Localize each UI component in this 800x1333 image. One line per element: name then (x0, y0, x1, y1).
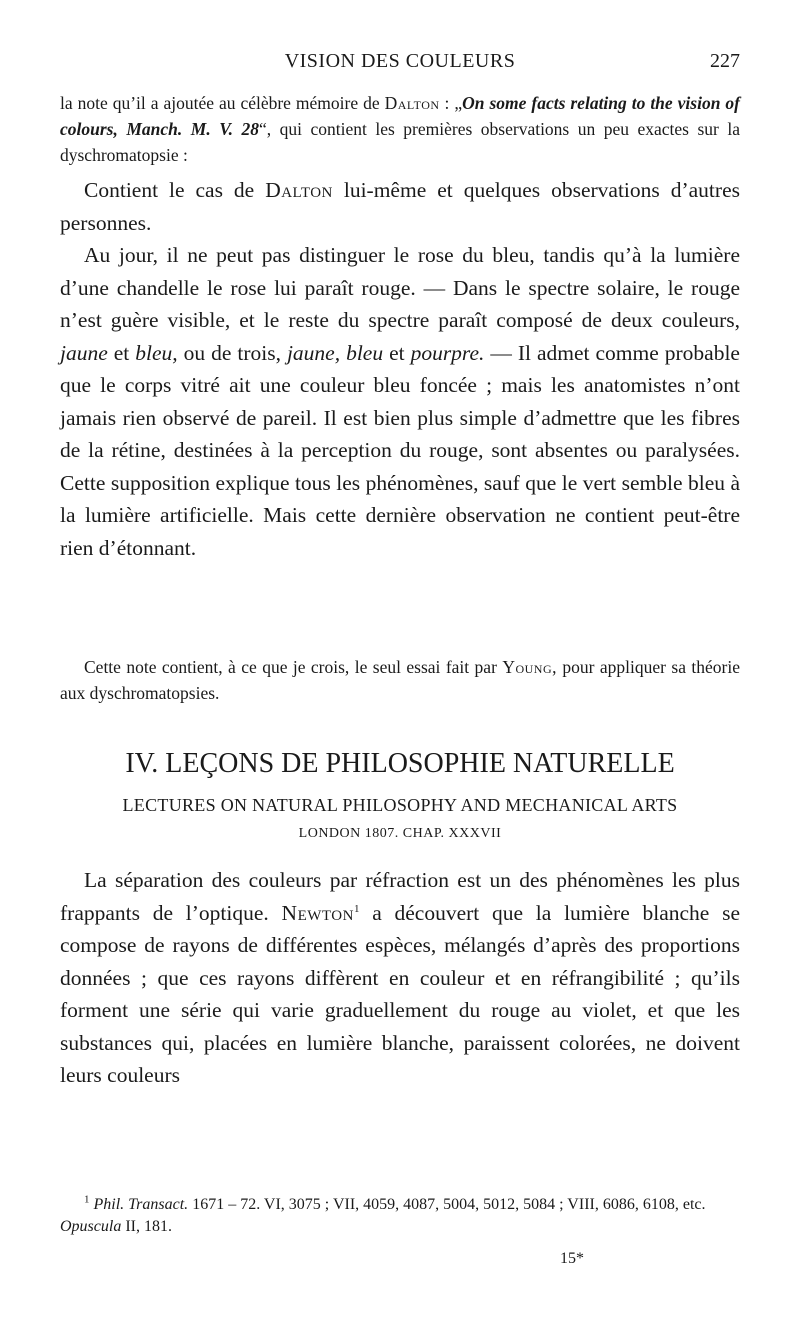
page-header (60, 50, 740, 78)
page-number: 227 (710, 50, 740, 72)
section-source: LONDON 1807. CHAP. XXXVII (298, 826, 502, 841)
paragraph-dalton-case: Contient le cas de Dalton lui-même et quelques observations d’autres personnes. (60, 178, 740, 235)
author-name: Dalton (384, 93, 440, 113)
paragraph-newton: La séparation des couleurs par réfraction est un des phénomènes les plus frappants de l’optique. Newton$^1$ a découvert que la lumière blanche se compose de rayons de différentes espèces, mélangés d’après des proportions données ; que ces rayons diffèrent en couleur et en réfrangibilité ; qu’ils forment une série qui varie graduellement du rouge au violet, et que les substances qui, placées en lumière blanche, paraissent colorées, ne doivent leurs couleurs (60, 868, 740, 1087)
paragraph-note: Cette note contient, à ce que je crois, le seul essai fait par Young, pour appliquer sa théorie aux dyschromatopsies. (60, 657, 740, 703)
footnote-number: 1 (84, 1193, 90, 1206)
citation-title: On some facts relating to the vision of colours, Manch. M. V. 28 (60, 93, 740, 139)
section-title: IV. LEÇONS DE PHILOSOPHIE NATURELLE (125, 748, 675, 779)
author-name: Newton (281, 900, 354, 925)
paragraph-observations: Au jour, il ne peut pas distinguer le rose du bleu, tandis qu’à la lumière d’une chandelle le rose lui paraît rouge. — Dans le spectre solaire, le rouge n’est guère visible, et le reste du spectre paraît composé de deux couleurs, jaune et bleu, ou de trois, jaune, bleu et pourpre. — Il admet comme probable que le corps vitré ait une couleur bleu foncée ; mais les anatomistes n’ont jamais rien observé de pareil. Il est bien plus simple d’admettre que les fibres de la rétine, destinées à la perception du rouge, sont absentes ou paralysées. Cette supposition explique tous les phénomènes, sauf que le vert semble bleu à la lumière artificielle. Mais cette dernière observation ne contient peut-être rien d’étonnant. (60, 243, 740, 560)
intro-paragraph: la note qu’il a ajoutée au célèbre mémoire de Dalton : „On some facts relating to the vision of colours, Manch. M. V. 28“, qui contient les premières observations un peu exactes sur la dyschromatopsie : (60, 93, 740, 165)
section-subtitle: LECTURES ON NATURAL PHILOSOPHY AND MECHANICAL ARTS (122, 795, 678, 815)
signature-mark: 15* (560, 1250, 584, 1267)
running-title: VISION DES COULEURS (284, 50, 516, 72)
footnote-marker: 1 (353, 902, 360, 915)
author-name: Dalton (265, 178, 333, 202)
footnote: $^1$ Phil. Transact. 1671 – 72. VI, 3075 ; VII, 4059, 4087, 5004, 5012, 5084 ; VIII, 6086, 6108, etc. Opuscula II, 181. (60, 1193, 706, 1235)
author-name: Young, (502, 657, 557, 677)
